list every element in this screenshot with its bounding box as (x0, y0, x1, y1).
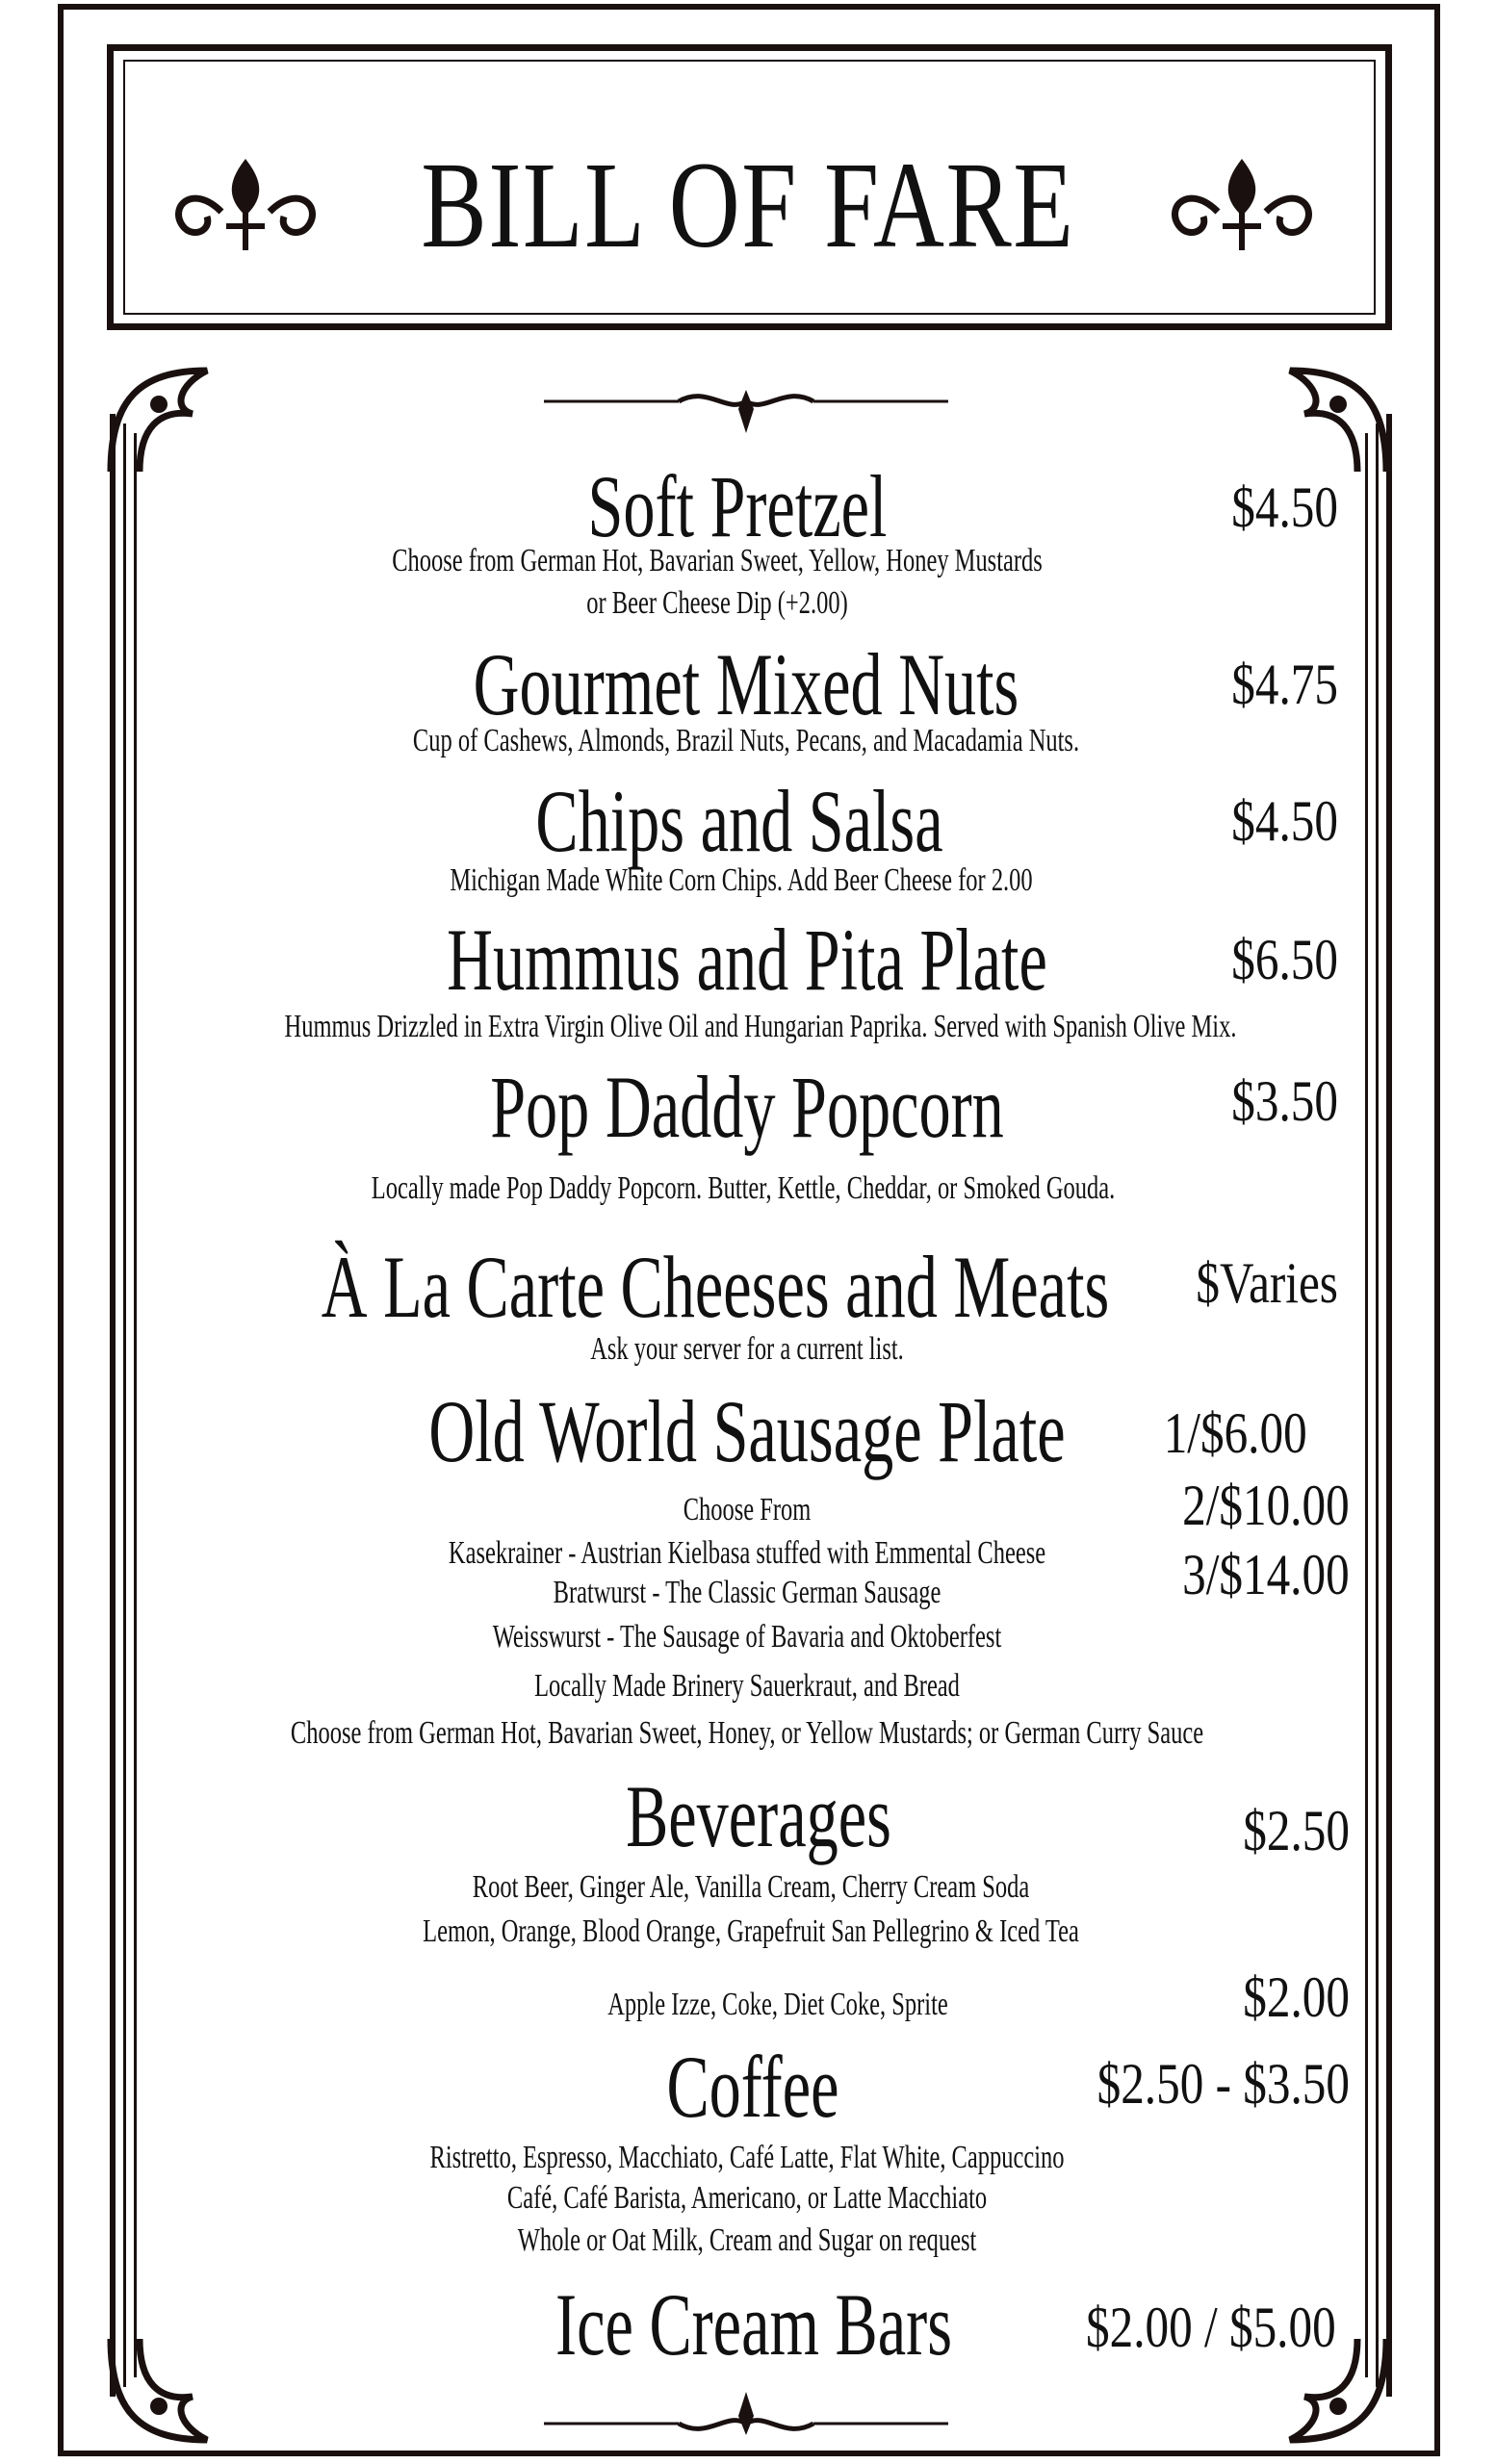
item-name: Chips and Salsa (535, 772, 943, 870)
item-description: or Beer Cheese Dip (+2.00) (586, 585, 848, 621)
item-price: $4.75 (1231, 653, 1338, 716)
item-name: Soft Pretzel (587, 457, 888, 555)
fleur-de-lis-left-icon (164, 154, 327, 260)
item-name: Old World Sausage Plate (428, 1382, 1066, 1480)
item-name: Hummus and Pita Plate (447, 911, 1047, 1009)
corner-ornament-top-left-icon (101, 361, 226, 476)
item-description: Cup of Cashews, Almonds, Brazil Nuts, Pecans, and Macadamia Nuts. (412, 723, 1080, 758)
item-description: Choose from German Hot, Bavarian Sweet, Honey, or Yellow Mustards; or German Curry Sauce (290, 1715, 1204, 1751)
corner-ornament-bottom-left-icon (101, 2334, 226, 2450)
fleur-de-lis-right-icon (1160, 154, 1324, 260)
item-name: Beverages (626, 1767, 891, 1865)
item-price: $2.50 - $3.50 (1096, 2052, 1350, 2116)
item-description: Hummus Drizzled in Extra Virgin Olive Oil and Hungarian Paprika. Served with Spanish Olive Mix. (284, 1009, 1237, 1044)
item-price: $4.50 (1231, 789, 1338, 853)
frame-line (123, 424, 126, 2387)
divider-ornament-bottom-icon (544, 2387, 948, 2445)
item-description: Café, Café Barista, Americano, or Latte Macchiato (506, 2180, 988, 2216)
item-description: Ristretto, Espresso, Macchiato, Café Latte, Flat White, Cappuccino (429, 2140, 1065, 2175)
divider-ornament-top-icon (544, 380, 948, 438)
item-price: $2.00 (1243, 1965, 1350, 2029)
item-description: Locally made Pop Daddy Popcorn. Butter, Kettle, Cheddar, or Smoked Gouda. (371, 1170, 1116, 1206)
item-name: Gourmet Mixed Nuts (473, 635, 1019, 733)
corner-ornament-top-right-icon (1271, 361, 1396, 476)
item-description: Locally Made Brinery Sauerkraut, and Bread (534, 1668, 960, 1704)
item-price: 3/$14.00 (1182, 1543, 1350, 1606)
item-description: Kasekrainer - Austrian Kielbasa stuffed with Emmental Cheese (448, 1535, 1046, 1571)
item-description: Bratwurst - The Classic German Sausage (553, 1575, 941, 1610)
frame-line (1365, 433, 1368, 2377)
item-price: $6.50 (1231, 928, 1338, 991)
item-description: Apple Izze, Coke, Diet Coke, Sprite (607, 1987, 948, 2022)
page-title: BILL OF FARE (421, 137, 1075, 273)
item-price: $3.50 (1231, 1069, 1338, 1133)
item-description: Ask your server for a current list. (590, 1331, 904, 1367)
item-description: Lemon, Orange, Blood Orange, Grapefruit San Pellegrino & Iced Tea (423, 1913, 1079, 1949)
item-price: $Varies (1196, 1251, 1338, 1315)
item-name: Ice Cream Bars (555, 2275, 952, 2374)
item-name: Pop Daddy Popcorn (490, 1058, 1004, 1156)
frame-line (110, 414, 116, 2397)
item-description: Choose from German Hot, Bavarian Sweet, Yellow, Honey Mustards (392, 543, 1043, 578)
item-price: 1/$6.00 (1164, 1401, 1307, 1465)
item-description: Whole or Oat Milk, Cream and Sugar on request (517, 2222, 977, 2258)
item-description: Weisswurst - The Sausage of Bavaria and Oktoberfest (492, 1619, 1002, 1655)
item-description: Choose From (683, 1492, 812, 1527)
item-name: À La Carte Cheeses and Meats (321, 1238, 1110, 1336)
item-price: $2.00 / $5.00 (1086, 2296, 1336, 2359)
item-price: $4.50 (1231, 475, 1338, 539)
item-description: Root Beer, Ginger Ale, Vanilla Cream, Cherry Cream Soda (472, 1869, 1030, 1905)
frame-line (134, 433, 137, 2377)
frame-line (1386, 414, 1392, 2397)
item-description: Michigan Made White Corn Chips. Add Beer Cheese for 2.00 (450, 862, 1033, 898)
item-price: $2.50 (1243, 1799, 1350, 1862)
item-price: 2/$10.00 (1182, 1474, 1350, 1537)
item-name: Coffee (666, 2038, 839, 2136)
frame-line (1376, 424, 1379, 2387)
